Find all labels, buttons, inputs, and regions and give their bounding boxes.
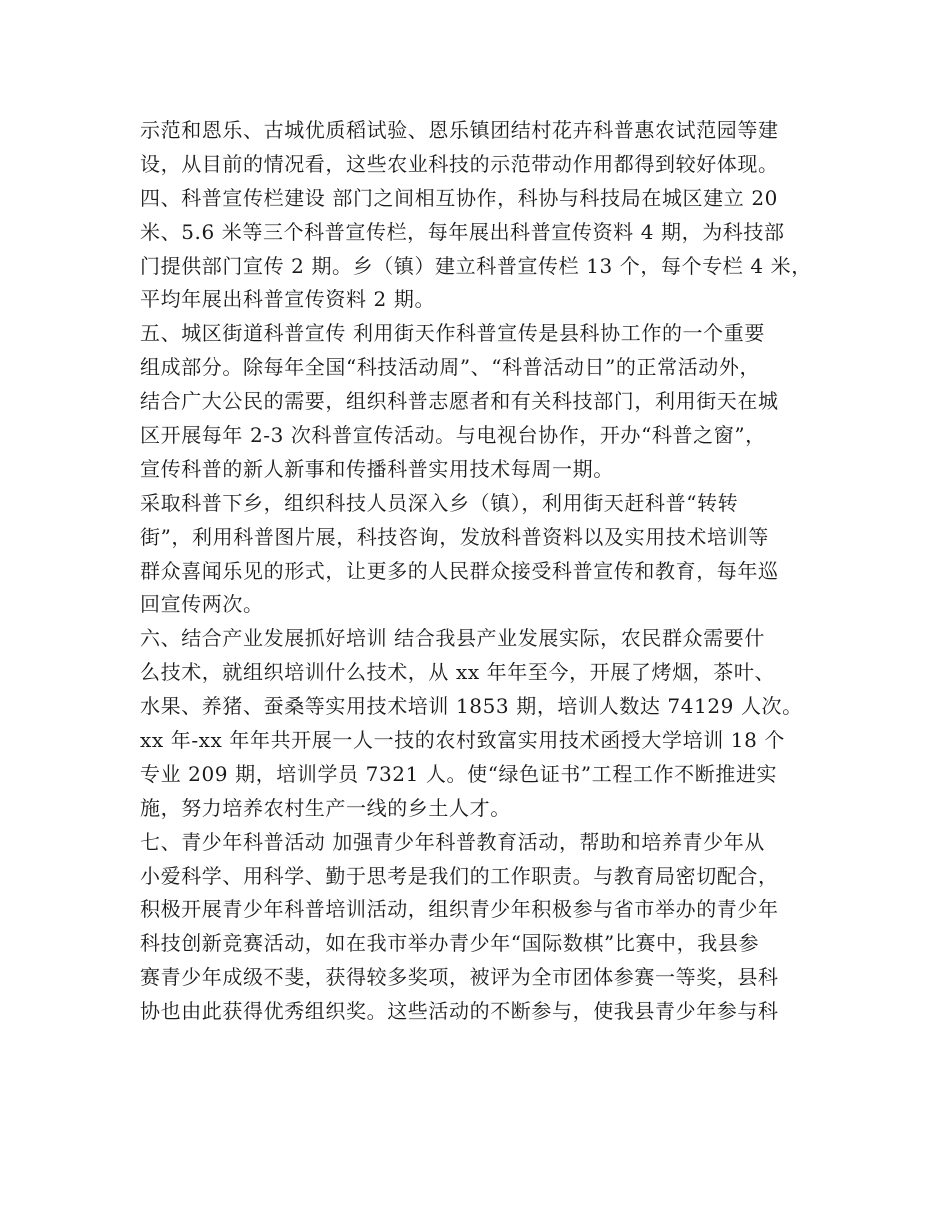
text-line: 设，从目前的情况看，这些农业科技的示范带动作用都得到较好体现。 (140, 151, 779, 176)
text-line: 结合广大公民的需要，组织科普志愿者和有关科技部门，利用街天在城 (140, 389, 779, 414)
text-line: 群众喜闻乐见的形式，让更多的人民群众接受科普宣传和教育，每年巡 (140, 558, 779, 583)
text-line: 水果、养猪、蚕桑等实用技术培训 1853 期，培训人数达 74129 人次。 (140, 694, 803, 719)
text-line: 赛青少年成级不斐，获得较多奖项，被评为全市团体参赛一等奖，县科 (140, 965, 779, 990)
text-line: 小爱科学、用科学、勤于思考是我们的工作职责。与教育局密切配合， (140, 863, 779, 888)
text-line: 七、青少年科普活动 加强青少年科普教育活动，帮助和培养青少年从 (140, 829, 765, 854)
text-line: 专业 209 期，培训学员 7321 人。使“绿色证书”工程工作不断推进实 (140, 761, 778, 786)
text-line: 宣传科普的新人新事和传播科普实用技术每周一期。 (140, 456, 614, 481)
text-line: 五、城区街道科普宣传 利用街天作科普宣传是县科协工作的一个重要 (140, 321, 765, 346)
text-line: 米、5.6 米等三个科普宣传栏，每年展出科普宣传资料 4 期，为科技部 (140, 219, 785, 244)
text-line: 协也由此获得优秀组织奖。这些活动的不断参与，使我县青少年参与科 (140, 999, 779, 1024)
text-line: 积极开展青少年科普培训活动，组织青少年积极参与省市举办的青少年 (140, 897, 779, 922)
text-line: 组成部分。除每年全国“科技活动周”、“科普活动日”的正常活动外， (140, 355, 761, 380)
text-line: 示范和恩乐、古城优质稻试验、恩乐镇团结村花卉科普惠农试范园等建 (140, 118, 779, 142)
text-line: 门提供部门宣传 2 期。乡（镇）建立科普宣传栏 13 个，每个专栏 4 米， (140, 253, 812, 278)
text-line: 施，努力培养农村生产一线的乡土人才。 (140, 795, 511, 820)
text-line: 街”，利用科普图片展，科技咨询，发放科普资料以及实用技术培训等 (140, 524, 769, 549)
text-line: 平均年展出科普宣传资料 2 期。 (140, 287, 436, 312)
text-line: 六、结合产业发展抓好培训 结合我县产业发展实际，农民群众需要什 (140, 626, 765, 651)
body-text (140, 114, 830, 1029)
text-line: 科技创新竞赛活动，如在我市举办青少年“国际数棋”比赛中，我县参 (140, 931, 760, 956)
text-line: xx 年-xx 年年共开展一人一技的农村致富实用技术函授大学培训 18 个 (140, 728, 785, 753)
text-line: 回宣传两次。 (140, 592, 264, 617)
text-line: 么技术，就组织培训什么技术，从 xx 年年至今，开展了烤烟，茶叶、 (140, 660, 776, 685)
text-line: 区开展每年 2-3 次科普宣传活动。与电视台协作，开办“科普之窗”， (140, 423, 766, 448)
text-line: 四、科普宣传栏建设 部门之间相互协作，科协与科技局在城区建立 20 (140, 185, 778, 210)
text-line: 采取科普下乡，组织科技人员深入乡（镇），利用街天赶科普“转转 (140, 490, 739, 515)
